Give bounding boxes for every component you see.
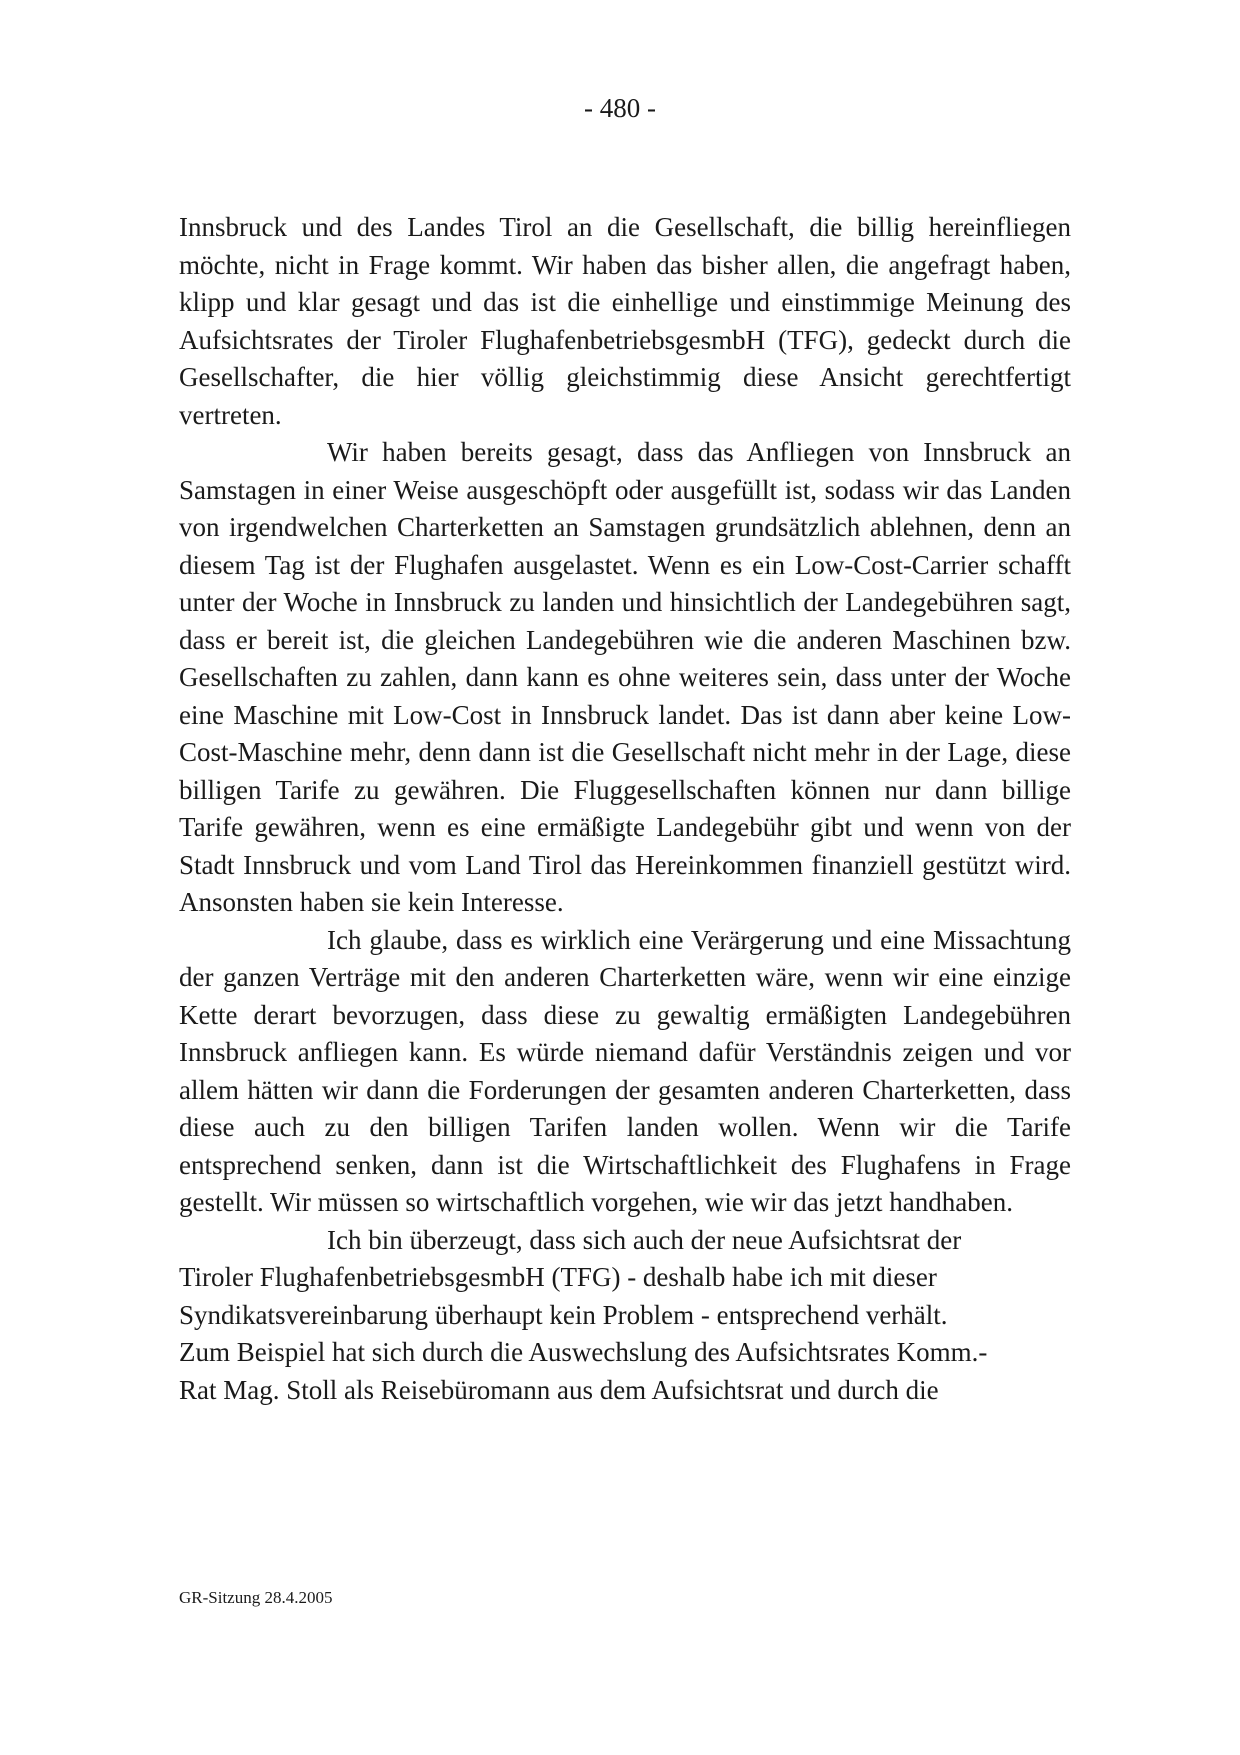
page-number: - 480 - [584, 93, 656, 123]
paragraph-4-line-2: Tiroler FlughafenbetriebsgesmbH (TFG) - deshalb habe ich mit dieser [179, 1262, 937, 1292]
paragraph-3: Ich glaube, dass es wirklich eine Verärgerung und eine Missachtung der ganzen Verträge mit den anderen Charterketten wäre, wenn wir eine einzige Kette derart bevorzugen, dass diese zu gewaltig ermäßigten Landegebühren Innsbruck anfliegen kann. Es würde niemand dafür Verständnis zeigen und vor allem hätten wir dann die Forderungen der gesamten anderen Charterketten, dass diese auch zu den billigen Tarifen landen wollen. Wenn wir die Tarife entsprechend senken, dann ist die Wirtschaftlichkeit des Flughafens in Frage gestellt. Wir müssen so wirtschaftlich vorgehen, wie wir das jetzt handhaben. [179, 924, 1071, 1217]
document-body [179, 209, 1071, 1409]
footer-session-date: GR-Sitzung 28.4.2005 [179, 1588, 333, 1607]
paragraph-4-line-5: Rat Mag. Stoll als Reisebüromann aus dem Aufsichtsrat und durch die [179, 1374, 939, 1405]
paragraph-1: Innsbruck und des Landes Tirol an die Gesellschaft, die billig hereinfliegen möchte, nicht in Frage kommt. Wir haben das bisher allen, die angefragt haben, klipp und klar gesagt und das ist die einhellige und einstimmige Meinung des Aufsichtsrates der Tiroler FlughafenbetriebsgesmbH (TFG), gedeckt durch die Gesellschafter, die hier völlig gleichstimmig diese Ansicht gerechtfertigt vertreten. [179, 212, 1071, 430]
paragraph-4-line-1: Ich bin überzeugt, dass sich auch der neue Aufsichtsrat der [327, 1224, 962, 1255]
paragraph-4-line-4: Zum Beispiel hat sich durch die Auswechslung des Aufsichtsrates Komm.- [179, 1337, 988, 1367]
paragraph-2: Wir haben bereits gesagt, dass das Anfliegen von Innsbruck an Samstagen in einer Weise ausgeschöpft oder ausgefüllt ist, sodass wir das Landen von irgendwelchen Charterketten an Samstagen grundsätzlich ablehnen, denn an diesem Tag ist der Flughafen ausgelastet. Wenn es ein Low-Cost-Carrier schafft unter der Woche in Innsbruck zu landen und hinsichtlich der Landegebühren sagt, dass er bereit ist, die gleichen Landegebühren wie die anderen Maschinen bzw. Gesellschaften zu zahlen, dann kann es ohne weiteres sein, dass unter der Woche eine Maschine mit Low-Cost in Innsbruck landet. Das ist dann aber keine Low-Cost-Maschine mehr, denn dann ist die Gesellschaft nicht mehr in der Lage, diese billigen Tarife zu gewähren. Die Fluggesellschaften können nur dann billige Tarife gewähren, wenn es eine ermäßigte Landegebühr gibt und wenn von der Stadt Innsbruck und vom Land Tirol das Hereinkommen finanziell gestützt wird. Ansonsten haben sie kein Interesse. [179, 437, 1071, 917]
paragraph-4-line-3: Syndikatsvereinbarung überhaupt kein Problem - entsprechend verhält. [179, 1299, 948, 1330]
